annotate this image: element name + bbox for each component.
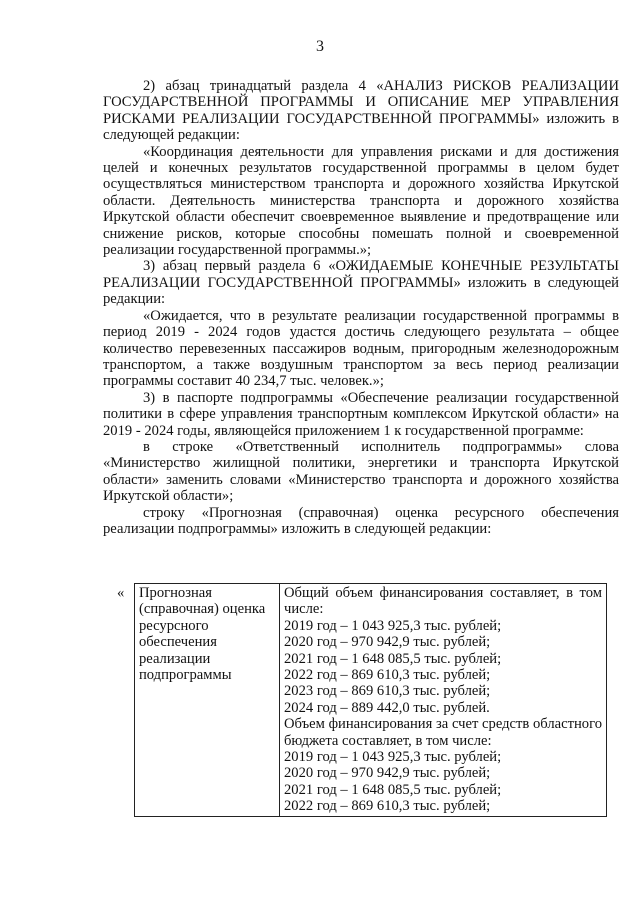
resource-table [134, 583, 607, 817]
opening-quote-mark: « [117, 585, 125, 601]
paragraph-expected-results-text: «Ожидается, что в результате реализации государственной программы в период 2019 - 2024 годов удастся достичь следующего результата – общее количество перевезенных пассажиров водным, пригородным железнодорожным транспортом, а также воздушным транспортом за весь период реализации программы составит 40 234,7 тыс. человек.»; [103, 307, 619, 390]
paragraph-resource-row-intro: строку «Прогнозная (справочная) оценка ресурсного обеспечения реализации подпрограммы» изложить в следующей редакции: [103, 504, 619, 537]
paragraph-results-section-amendment: 3) абзац первый раздела 6 «ОЖИДАЕМЫЕ КОНЕЧНЫЕ РЕЗУЛЬТАТЫ РЕАЛИЗАЦИИ ГОСУДАРСТВЕННОЙ ПРОГРАММЫ» изложить в следующей редакции: [103, 258, 619, 308]
total-funding-line: 2019 год – 1 043 925,3 тыс. рублей; [284, 617, 502, 634]
paragraph-subprogram-passport: 3) в паспорте подпрограммы «Обеспечение реализации государственной политики в сфере управления транспортным комплексом Иркутской области» на 2019 - 2024 годы, являющейся приложением 1 к государственной программе: [103, 389, 619, 439]
regional-funding-heading: Объем финансирования за счет средств областного бюджета составляет, в том числе: [284, 716, 602, 749]
total-funding-line: 2022 год – 869 610,3 тыс. рублей; [284, 667, 491, 684]
paragraph-responsible-executor: в строке «Ответственный исполнитель подпрограммы» слова «Министерство жилищной политики, энергетики и транспорта Иркутской области» заменить словами «Министерство транспорта и дорожного хозяйства Иркутской области»; [103, 438, 619, 505]
total-funding-heading: Общий объем финансирования составляет, в том числе: [284, 585, 602, 618]
total-funding-line: 2021 год – 1 648 085,5 тыс. рублей; [284, 650, 502, 667]
table-row [135, 584, 607, 817]
regional-funding-line: 2022 год – 869 610,3 тыс. рублей; [284, 798, 491, 815]
table-label-cell [135, 584, 280, 817]
regional-funding-line: 2021 год – 1 648 085,5 тыс. рублей; [284, 781, 502, 798]
page-number: 3 [316, 38, 324, 55]
table-value-cell [280, 584, 607, 817]
total-funding-line: 2024 год – 889 442,0 тыс. рублей. [284, 699, 490, 716]
document-body [103, 78, 619, 537]
table-label-text: Прогнозная (справочная) оценка ресурсного обеспечения реализации подпрограммы [139, 585, 266, 684]
paragraph-risk-section-amendment: 2) абзац тринадцатый раздела 4 «АНАЛИЗ РИСКОВ РЕАЛИЗАЦИИ ГОСУДАРСТВЕННОЙ ПРОГРАММЫ И ОПИСАНИЕ МЕР УПРАВЛЕНИЯ РИСКАМИ РЕАЛИЗАЦИИ ГОСУДАРСТВЕННОЙ ПРОГРАММЫ» изложить в следующей редакции: [103, 78, 619, 144]
total-funding-line: 2020 год – 970 942,9 тыс. рублей; [284, 634, 491, 651]
total-funding-line: 2023 год – 869 610,3 тыс. рублей; [284, 683, 491, 700]
regional-funding-line: 2020 год – 970 942,9 тыс. рублей; [284, 765, 491, 782]
paragraph-risk-coordination-text: «Координация деятельности для управления рисками и для достижения целей и конечных результатов государственной программы в целом будет осуществляться министерством транспорта и дорожного хозяйства Иркутской области. Деятельность министерства транспорта и дорожного хозяйства Иркутской области обеспечит своевременное выявление и предотвращение или снижение рисков, которые способны помешать полной и своевременной реализации государственной программы.»; [103, 143, 619, 259]
regional-funding-line: 2019 год – 1 043 925,3 тыс. рублей; [284, 749, 502, 766]
